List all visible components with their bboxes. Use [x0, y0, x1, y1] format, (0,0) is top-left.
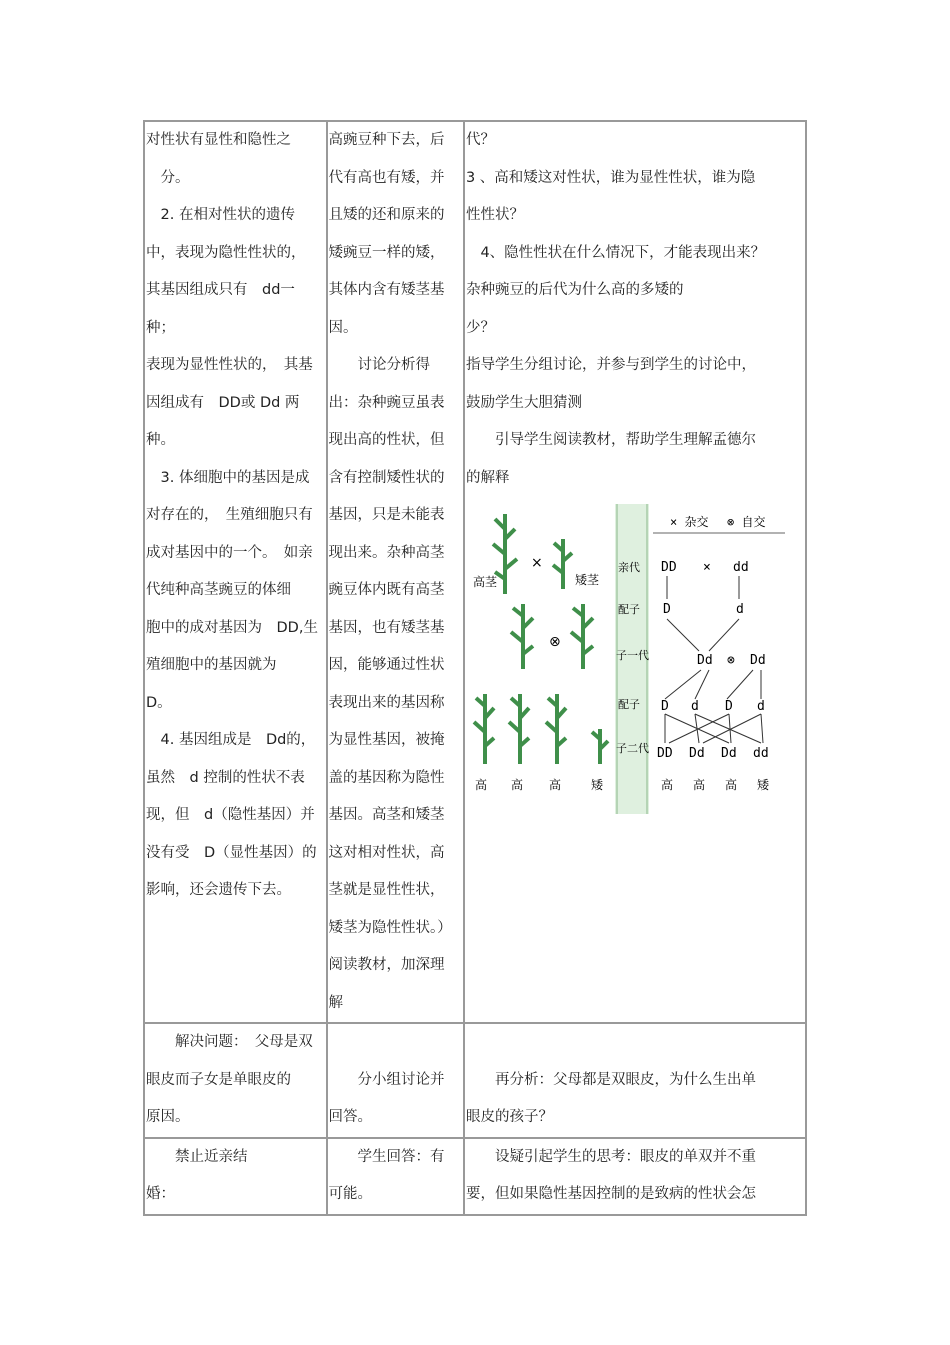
cell-text: 设疑引起学生的思考：眼皮的单双并不重 要，但如果隐性基因控制的是致病的性状会怎: [465, 1148, 756, 1202]
gamete-label: 配子: [617, 603, 640, 616]
f1-plant-icon: [571, 604, 593, 669]
f1-gamete: d: [690, 699, 699, 714]
cross-symbol: ×: [702, 560, 711, 575]
table-cell: [464, 121, 806, 1023]
f1-genotype: Dd: [696, 653, 713, 668]
f2-phenotype: 高: [724, 778, 737, 792]
plant-phenotype-label: 高: [548, 778, 561, 792]
table-cell: [327, 1138, 464, 1215]
cross-symbol: ×: [530, 555, 543, 571]
mendel-genetics-diagram: [465, 499, 795, 829]
lesson-table: [143, 120, 807, 1216]
f1-gamete: D: [660, 699, 669, 714]
table-cell: [464, 1023, 806, 1138]
f2-plant-icon: [592, 729, 608, 764]
cell-text: 分小组讨论并 回答。: [328, 1071, 445, 1125]
plant-phenotype-label: 高: [510, 778, 523, 792]
f2-genotype: Dd: [720, 746, 737, 761]
table-cell: [144, 1023, 327, 1138]
gamete-genotype: D: [662, 602, 671, 617]
legend-self: ⊗ 自交: [726, 515, 766, 529]
gamete-genotype: d: [735, 602, 744, 617]
parent-generation-label: 亲代: [617, 561, 640, 574]
f1-gamete: D: [724, 699, 733, 714]
f1-plant-icon: [511, 604, 533, 669]
f1-gamete: d: [756, 699, 765, 714]
parent-genotype: dd: [732, 560, 749, 575]
table-row: [144, 1023, 806, 1138]
table-cell: [327, 1023, 464, 1138]
cell-text: 学生回答：有 可能。: [328, 1148, 445, 1202]
f2-plant-icon: [474, 694, 494, 764]
plant-phenotype-label: 矮: [590, 778, 603, 792]
cell-text: 解决问题： 父母是双 眼皮而子女是单眼皮的 原因。: [146, 1034, 313, 1125]
f2-genotype: dd: [752, 746, 769, 761]
self-cross-symbol: ⊗: [726, 653, 735, 668]
table-cell: [144, 1138, 327, 1215]
cell-text: 代？ 3 、高和矮这对性状，谁为显性性状，谁为隐 性性状？ 4、隐性性状在什么情况下，才能表现出来？ 杂种豌豆的后代为什么高的多矮的 少？ 指导学生分组讨论，并参与到学生的讨论中， 鼓励学生大胆猜测 引导学生阅读教材，帮助学生理解孟德尔 的解释: [465, 132, 766, 486]
table-cell: [327, 121, 464, 1023]
f1-genotype: Dd: [749, 653, 766, 668]
tall-stem-label: 高茎: [472, 575, 497, 589]
short-plant-icon: [553, 539, 572, 589]
dwarf-stem-label: 矮茎: [574, 573, 599, 587]
cell-text: 禁止近亲结 婚：: [146, 1148, 248, 1202]
f2-phenotype: 高: [692, 778, 705, 792]
legend-cross: × 杂交: [669, 515, 709, 529]
cell-text: 再分析：父母都是双眼皮，为什么生出单 眼皮的孩子？: [465, 1071, 756, 1125]
table-row: [144, 121, 806, 1023]
cell-text: 高豌豆种下去，后 代有高也有矮，并 且矮的还和原来的 矮豌豆一样的矮， 其体内含有矮茎基 因。 讨论分析得 出：杂种豌豆虽表 现出高的性状，但 含有控制矮性状的 基因，只是未能表 现出来。杂种高茎 豌豆体内既有高茎 基因，也有矮茎基 因，能够通过性状 表现出来的基因称 为显性基因，被掩 盖的基因称为隐性 基因。高茎和矮茎 这对相对性状，高 茎就是显性性状， 矮茎为隐性性状。） 阅读教材，加深理 解: [328, 132, 452, 1011]
gamete-label: 配子: [617, 698, 640, 711]
f2-generation-label: 子二代: [615, 742, 649, 755]
f2-plant-icon: [546, 694, 566, 764]
plant-illustration: [473, 514, 608, 792]
table-cell: [464, 1138, 806, 1215]
f2-phenotype: 矮: [756, 778, 769, 792]
f2-genotype: Dd: [688, 746, 705, 761]
genotype-chart: [653, 514, 785, 792]
plant-phenotype-label: 高: [474, 778, 487, 792]
table-row: [144, 1138, 806, 1215]
table-cell: [144, 121, 327, 1023]
parent-genotype: DD: [660, 560, 677, 575]
cell-text: 对性状有显性和隐性之 分。 2. 在相对性状的遗传 中，表现为隐性性状的， 其基因组成只有 dd一种； 表现为显性性状的， 其基 因组成有 DD或 Dd 两种。 3. 体细胞中的基因是成 对存在的， 生殖细胞只有 成对基因中的一个。 如亲 代纯种高茎豌豆的体细 胞中的成对基因为 DD,生 殖细胞中的基因就为 D。 4. 基因组成是 Dd的， 虽然 d 控制的性状不表 现，但 d（隐性基因）并 没有受 D（显性基因）的 影响，还会遗传下去。: [146, 132, 318, 898]
f1-generation-label: 子一代: [615, 649, 649, 662]
f2-genotype: DD: [656, 746, 673, 761]
f2-phenotype: 高: [660, 778, 673, 792]
self-cross-symbol: ⊗: [548, 634, 561, 650]
f2-plant-icon: [509, 694, 529, 764]
